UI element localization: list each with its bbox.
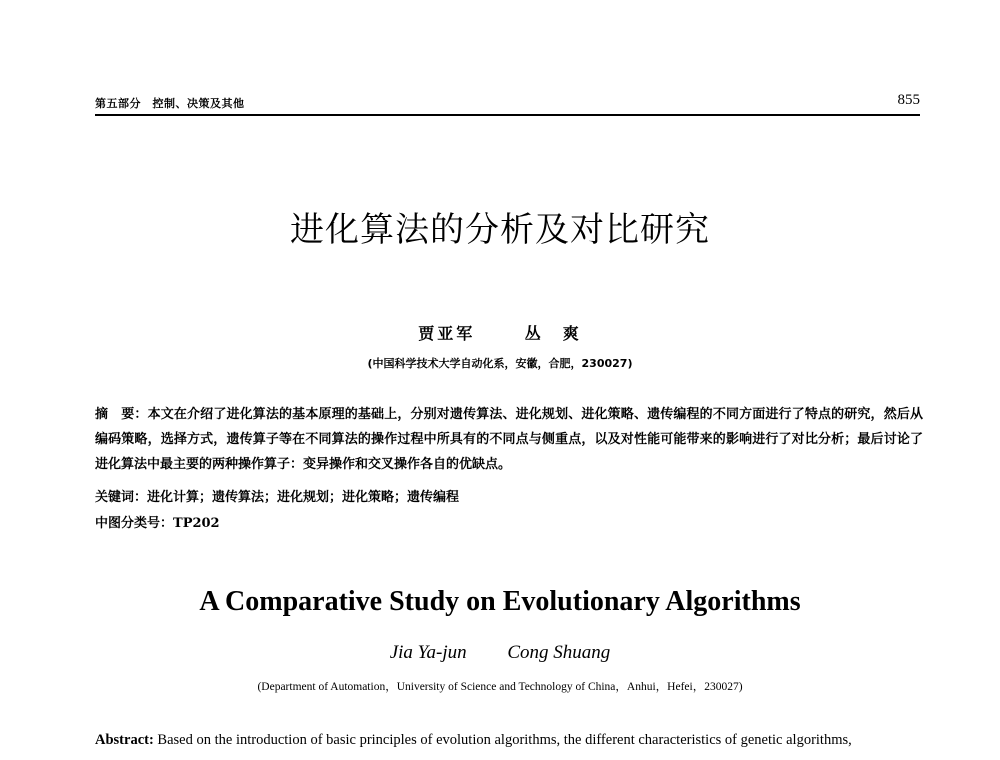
author-en-2: Cong Shuang <box>507 642 611 663</box>
affiliation-chinese: (中国科学技术大学自动化系，安徽，合肥，230027) <box>367 357 633 370</box>
clc-text: TP202 <box>173 516 220 531</box>
abstract-cn-text: 本文在介绍了进化算法的基本原理的基础上，分别对遗传算法、进化规划、进化策略、遗传编程的不同方面进行了特点的研究，然后从编码策略，选择方式，遗传算子等在不同算法的操作过程中所具有的不同点与侧重点，以及对性能可能带来的影响进行了对比分析；最后讨论了进化算法中最主要的两种操作算子：变异操作和交叉操作各自的优缺点。 <box>95 407 923 472</box>
affiliation-english: (Department of Automation，University of Science and Technology of China，Anhui，Hefei，230027) <box>257 681 743 693</box>
section-title: 第五部分 控制、决策及其他 <box>95 97 245 110</box>
keywords-cn-label: 关键词： <box>95 490 148 505</box>
abstract-chinese <box>95 402 923 477</box>
classification-number <box>95 512 923 531</box>
clc-label: 中图分类号： <box>95 516 174 531</box>
authors-chinese <box>0 321 1000 344</box>
keywords-cn-text: 进化计算；遗传算法；进化规划；进化策略；遗传编程 <box>147 490 460 505</box>
keywords-chinese <box>95 486 923 505</box>
abstract-english <box>95 728 923 752</box>
author-en-1: Jia Ya-jun <box>389 642 467 663</box>
title-english: A Comparative Study on Evolutionary Algorithms <box>199 586 801 617</box>
abstract-cn-label: 摘 要： <box>95 407 148 422</box>
page-number: 855 <box>897 92 920 108</box>
author-cn-2: 丛 爽 <box>524 324 582 343</box>
running-header <box>95 92 920 116</box>
abstract-en-label: Abstract: <box>95 732 154 748</box>
authors-english <box>0 642 1000 664</box>
title-chinese: 进化算法的分析及对比研究 <box>290 210 710 250</box>
author-cn-1: 贾亚军 <box>418 324 476 343</box>
abstract-en-text: Based on the introduction of basic principles of evolution algorithms, the different characteristics of genetic algorithms, <box>157 732 852 748</box>
